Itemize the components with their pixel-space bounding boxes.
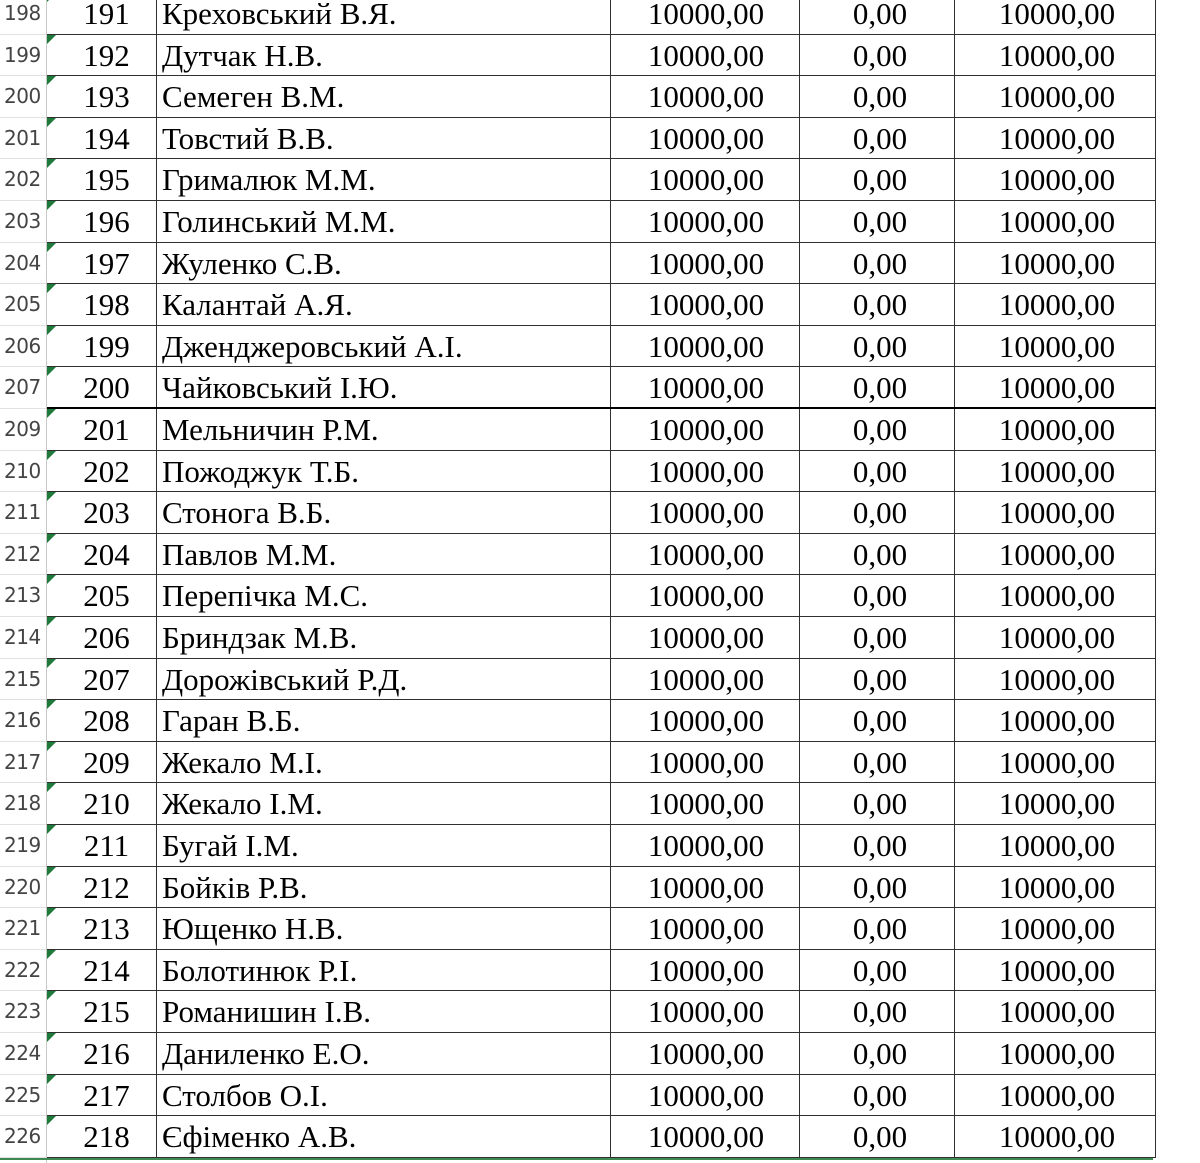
cell-name[interactable]: Товстий В.В. — [157, 118, 611, 159]
row-header[interactable]: 203 — [0, 201, 46, 243]
cell-number[interactable] — [47, 659, 157, 700]
cell-number-text: 200 — [83, 370, 130, 406]
cell-number[interactable] — [47, 783, 157, 824]
cell-amount-b[interactable]: 0,00 — [800, 908, 955, 949]
cell-amount-a[interactable]: 10000,00 — [611, 492, 800, 533]
table-row — [47, 659, 1156, 701]
cell-amount-b[interactable]: 0,00 — [800, 783, 955, 824]
cell-amount-c[interactable]: 10000,00 — [955, 575, 1156, 616]
cell-name[interactable]: Бугай І.М. — [157, 825, 611, 866]
table-row — [47, 825, 1156, 867]
cell-amount-b[interactable]: 0,00 — [800, 742, 955, 783]
cell-grid — [47, 0, 1200, 1163]
cell-amount-b[interactable]: 0,00 — [800, 409, 955, 450]
table-row — [47, 1075, 1156, 1117]
cell-number[interactable] — [47, 201, 157, 242]
cell-amount-c[interactable]: 10000,00 — [955, 284, 1156, 325]
cell-number[interactable] — [47, 534, 157, 575]
cell-amount-a[interactable]: 10000,00 — [611, 409, 800, 450]
cell-name[interactable]: Дженджеровський А.І. — [157, 326, 611, 367]
row-header[interactable]: 200 — [0, 76, 46, 118]
cell-amount-b[interactable]: 0,00 — [800, 367, 955, 407]
error-indicator-icon — [47, 76, 56, 85]
table-row — [47, 908, 1156, 950]
row-header[interactable]: 205 — [0, 284, 46, 326]
error-indicator-icon — [47, 534, 56, 543]
cell-number-text: 192 — [83, 37, 130, 73]
cell-amount-b[interactable]: 0,00 — [800, 201, 955, 242]
cell-name[interactable]: Мельничин Р.М. — [157, 409, 611, 450]
table-row — [47, 0, 1156, 35]
cell-number-text: 217 — [83, 1077, 130, 1113]
cell-amount-b[interactable]: 0,00 — [800, 159, 955, 200]
error-indicator-icon — [47, 825, 56, 834]
row-header[interactable]: 207 — [0, 367, 46, 409]
cell-number-text: 216 — [83, 1036, 130, 1071]
cell-number[interactable] — [47, 575, 157, 616]
cell-number[interactable] — [47, 825, 157, 866]
cell-number-text: 204 — [83, 536, 130, 572]
cell-amount-a[interactable]: 10000,00 — [611, 118, 800, 159]
cell-number[interactable] — [47, 991, 157, 1032]
row-header[interactable]: 211 — [0, 492, 46, 534]
row-header[interactable]: 217 — [0, 742, 46, 784]
cell-amount-a[interactable]: 10000,00 — [611, 284, 800, 325]
cell-name[interactable]: Дутчак Н.В. — [157, 35, 611, 76]
cell-amount-c[interactable]: 10000,00 — [955, 1033, 1156, 1074]
row-header[interactable]: 223 — [0, 991, 46, 1033]
error-indicator-icon — [47, 991, 56, 1000]
table-row — [47, 783, 1156, 825]
cell-amount-b[interactable]: 0,00 — [800, 1075, 955, 1116]
table-row — [47, 76, 1156, 118]
row-header[interactable]: 202 — [0, 159, 46, 201]
cell-amount-b[interactable]: 0,00 — [800, 991, 955, 1032]
cell-amount-a[interactable]: 10000,00 — [611, 201, 800, 242]
cell-amount-b[interactable]: 0,00 — [800, 0, 955, 34]
cell-name[interactable]: Грималюк М.М. — [157, 159, 611, 200]
error-indicator-icon — [47, 326, 56, 335]
error-indicator-icon — [47, 867, 56, 876]
cell-name[interactable]: Дорожівський Р.Д. — [157, 659, 611, 700]
cell-number[interactable] — [47, 35, 157, 76]
table-row — [47, 118, 1156, 160]
cell-number[interactable] — [47, 284, 157, 325]
error-indicator-icon — [47, 742, 56, 751]
table-row — [47, 409, 1156, 451]
error-indicator-icon — [47, 1116, 56, 1125]
error-indicator-icon — [47, 1075, 56, 1084]
cell-amount-a[interactable]: 10000,00 — [611, 991, 800, 1032]
cell-amount-c[interactable]: 10000,00 — [955, 35, 1156, 76]
cell-amount-a[interactable]: 10000,00 — [611, 950, 800, 991]
cell-amount-a[interactable]: 10000,00 — [611, 534, 800, 575]
row-header[interactable]: 201 — [0, 118, 46, 160]
row-header[interactable]: 225 — [0, 1075, 46, 1117]
cell-number-text: 197 — [83, 245, 130, 281]
cell-amount-c[interactable]: 10000,00 — [955, 908, 1156, 949]
cell-amount-c[interactable]: 10000,00 — [955, 700, 1156, 741]
cell-number-text: 198 — [83, 287, 130, 323]
error-indicator-icon — [47, 284, 56, 293]
cell-amount-c[interactable]: 10000,00 — [955, 617, 1156, 658]
cell-name[interactable]: Павлов М.М. — [157, 534, 611, 575]
cell-amount-a[interactable]: 10000,00 — [611, 867, 800, 908]
cell-amount-a[interactable]: 10000,00 — [611, 159, 800, 200]
error-indicator-icon — [47, 492, 56, 501]
cell-number[interactable] — [47, 742, 157, 783]
table-row — [47, 35, 1156, 77]
cell-number-text: 208 — [83, 703, 130, 739]
cell-number-text: 218 — [83, 1119, 130, 1155]
row-headers — [0, 0, 47, 1163]
cell-name[interactable]: Єфіменко А.В. — [157, 1116, 611, 1157]
cell-amount-c[interactable]: 10000,00 — [955, 118, 1156, 159]
cell-name[interactable]: Столбов О.І. — [157, 1075, 611, 1116]
row-header[interactable]: 214 — [0, 617, 46, 659]
cell-amount-c[interactable]: 10000,00 — [955, 326, 1156, 367]
cell-amount-b[interactable]: 0,00 — [800, 867, 955, 908]
cell-amount-c[interactable]: 10000,00 — [955, 742, 1156, 783]
table-row — [47, 867, 1156, 909]
table-row — [47, 991, 1156, 1033]
cell-amount-a[interactable]: 10000,00 — [611, 451, 800, 492]
error-indicator-icon — [47, 617, 56, 626]
cell-number[interactable] — [47, 867, 157, 908]
table-row — [47, 201, 1156, 243]
cell-amount-c[interactable]: 10000,00 — [955, 534, 1156, 575]
table-row — [47, 284, 1156, 326]
error-indicator-icon — [47, 201, 56, 210]
row-header[interactable]: 220 — [0, 867, 46, 909]
cell-amount-c[interactable]: 10000,00 — [955, 950, 1156, 991]
cell-number-text: 215 — [83, 994, 130, 1030]
row-header[interactable]: 210 — [0, 451, 46, 493]
error-indicator-icon — [47, 243, 56, 252]
cell-amount-a[interactable]: 10000,00 — [611, 367, 800, 407]
cell-amount-b[interactable]: 0,00 — [800, 1033, 955, 1074]
cell-name[interactable]: Семеген В.М. — [157, 76, 611, 117]
row-header[interactable]: 216 — [0, 700, 46, 742]
table-row — [47, 534, 1156, 576]
cell-amount-b[interactable]: 0,00 — [800, 451, 955, 492]
cell-number-text: 195 — [83, 162, 130, 198]
cell-name[interactable]: Бойків Р.В. — [157, 867, 611, 908]
cell-number[interactable] — [47, 1075, 157, 1116]
cell-amount-c[interactable]: 10000,00 — [955, 243, 1156, 284]
cell-amount-b[interactable]: 0,00 — [800, 1116, 955, 1157]
row-header[interactable]: 224 — [0, 1033, 46, 1075]
cell-amount-b[interactable]: 0,00 — [800, 243, 955, 284]
cell-number[interactable] — [47, 409, 157, 450]
cell-name[interactable]: Перепічка М.С. — [157, 575, 611, 616]
cell-name[interactable]: Креховський В.Я. — [157, 0, 611, 34]
cell-number[interactable] — [47, 950, 157, 991]
cell-amount-c[interactable]: 10000,00 — [955, 1116, 1156, 1157]
table-row — [47, 326, 1156, 368]
row-header[interactable]: 212 — [0, 534, 46, 576]
cell-number-text: 210 — [83, 786, 130, 822]
row-header[interactable]: 198 — [0, 0, 46, 35]
cell-amount-c[interactable]: 10000,00 — [955, 659, 1156, 700]
cell-amount-a[interactable]: 10000,00 — [611, 659, 800, 700]
error-indicator-icon — [47, 159, 56, 168]
cell-amount-a[interactable]: 10000,00 — [611, 1075, 800, 1116]
table-row — [47, 742, 1156, 784]
row-header[interactable]: 226 — [0, 1116, 46, 1158]
cell-number-text: 214 — [83, 952, 130, 988]
cell-amount-a[interactable]: 10000,00 — [611, 783, 800, 824]
row-header[interactable]: 213 — [0, 575, 46, 617]
cell-number[interactable] — [47, 76, 157, 117]
cell-number[interactable] — [47, 1033, 157, 1074]
cell-name[interactable]: Стонога В.Б. — [157, 492, 611, 533]
cell-amount-c[interactable]: 10000,00 — [955, 367, 1156, 407]
table-row — [47, 950, 1156, 992]
cell-amount-b[interactable]: 0,00 — [800, 118, 955, 159]
cell-amount-c[interactable]: 10000,00 — [955, 159, 1156, 200]
cell-amount-b[interactable]: 0,00 — [800, 825, 955, 866]
cell-amount-a[interactable]: 10000,00 — [611, 0, 800, 34]
cell-number-text: 209 — [83, 744, 130, 780]
error-indicator-icon — [47, 1033, 56, 1042]
cell-amount-b[interactable]: 0,00 — [800, 76, 955, 117]
cell-amount-c[interactable]: 10000,00 — [955, 76, 1156, 117]
cell-amount-c[interactable]: 10000,00 — [955, 1075, 1156, 1116]
cell-amount-a[interactable]: 10000,00 — [611, 617, 800, 658]
row-header[interactable]: 215 — [0, 659, 46, 701]
error-indicator-icon — [47, 700, 56, 709]
cell-amount-c[interactable]: 10000,00 — [955, 825, 1156, 866]
cell-amount-b[interactable]: 0,00 — [800, 659, 955, 700]
cell-number-text: 199 — [83, 328, 130, 364]
cell-amount-a[interactable]: 10000,00 — [611, 35, 800, 76]
cell-name[interactable]: Калантай А.Я. — [157, 284, 611, 325]
error-indicator-icon — [47, 0, 56, 2]
error-indicator-icon — [47, 367, 56, 376]
table-row — [47, 367, 1156, 409]
error-indicator-icon — [47, 950, 56, 959]
cell-name[interactable]: Даниленко Е.О. — [157, 1033, 611, 1074]
cell-name[interactable]: Бриндзак М.В. — [157, 617, 611, 658]
cell-amount-b[interactable]: 0,00 — [800, 617, 955, 658]
cell-amount-a[interactable]: 10000,00 — [611, 825, 800, 866]
table-row — [47, 451, 1156, 493]
cell-number[interactable] — [47, 617, 157, 658]
table-row — [47, 617, 1156, 659]
cell-amount-b[interactable]: 0,00 — [800, 534, 955, 575]
cell-amount-a[interactable]: 10000,00 — [611, 243, 800, 284]
cell-name[interactable]: Ющенко Н.В. — [157, 908, 611, 949]
cell-number-text: 211 — [83, 828, 130, 863]
cell-amount-b[interactable]: 0,00 — [800, 492, 955, 533]
cell-number-text: 202 — [83, 453, 130, 489]
selection-border — [0, 1158, 1153, 1160]
cell-name[interactable]: Жуленко С.В. — [157, 243, 611, 284]
cell-number-text: 212 — [83, 869, 130, 905]
cell-number-text: 206 — [83, 620, 130, 655]
cell-amount-a[interactable]: 10000,00 — [611, 1116, 800, 1157]
table-row — [47, 243, 1156, 285]
cell-amount-c[interactable]: 10000,00 — [955, 492, 1156, 533]
cell-number[interactable] — [47, 700, 157, 741]
row-header[interactable]: 219 — [0, 825, 46, 867]
cell-amount-c[interactable]: 10000,00 — [955, 0, 1156, 34]
error-indicator-icon — [47, 409, 56, 418]
cell-number-text: 196 — [83, 204, 130, 239]
cell-amount-a[interactable]: 10000,00 — [611, 908, 800, 949]
cell-number-text: 201 — [83, 412, 130, 447]
table-row — [47, 159, 1156, 201]
cell-number[interactable] — [47, 243, 157, 284]
error-indicator-icon — [47, 118, 56, 127]
cell-number-text: 203 — [83, 495, 130, 531]
row-header[interactable]: 222 — [0, 950, 46, 992]
row-header[interactable]: 209 — [0, 409, 46, 451]
cell-name[interactable]: Жекало І.М. — [157, 783, 611, 824]
error-indicator-icon — [47, 35, 56, 44]
cell-number[interactable] — [47, 367, 157, 407]
table-row — [47, 492, 1156, 534]
cell-amount-c[interactable]: 10000,00 — [955, 783, 1156, 824]
cell-amount-b[interactable]: 0,00 — [800, 950, 955, 991]
table-row — [47, 1033, 1156, 1075]
cell-amount-c[interactable]: 10000,00 — [955, 991, 1156, 1032]
cell-number-text: 191 — [83, 0, 130, 31]
cell-number[interactable] — [47, 0, 157, 34]
cell-number[interactable] — [47, 492, 157, 533]
error-indicator-icon — [47, 783, 56, 792]
cell-number-text: 207 — [83, 661, 130, 697]
cell-amount-a[interactable]: 10000,00 — [611, 575, 800, 616]
error-indicator-icon — [47, 659, 56, 668]
cell-amount-a[interactable]: 10000,00 — [611, 76, 800, 117]
cell-number-text: 205 — [83, 578, 130, 614]
row-header[interactable]: 199 — [0, 35, 46, 77]
row-header[interactable]: 218 — [0, 783, 46, 825]
cell-number[interactable] — [47, 118, 157, 159]
error-indicator-icon — [47, 908, 56, 917]
table-row — [47, 700, 1156, 742]
cell-amount-b[interactable]: 0,00 — [800, 326, 955, 367]
cell-number[interactable] — [47, 326, 157, 367]
row-header[interactable]: 221 — [0, 908, 46, 950]
table-row — [47, 1116, 1156, 1158]
cell-amount-a[interactable]: 10000,00 — [611, 700, 800, 741]
cell-number[interactable] — [47, 908, 157, 949]
cell-number-text: 194 — [83, 120, 130, 156]
cell-name[interactable]: Болотинюк Р.І. — [157, 950, 611, 991]
cell-name[interactable]: Голинський М.М. — [157, 201, 611, 242]
cell-amount-c[interactable]: 10000,00 — [955, 867, 1156, 908]
table-row — [47, 575, 1156, 617]
cell-number-text: 193 — [83, 79, 130, 115]
cell-name[interactable]: Гаран В.Б. — [157, 700, 611, 741]
error-indicator-icon — [47, 575, 56, 584]
row-header[interactable]: 206 — [0, 326, 46, 368]
error-indicator-icon — [47, 451, 56, 460]
cell-name[interactable]: Романишин І.В. — [157, 991, 611, 1032]
cell-amount-b[interactable]: 0,00 — [800, 35, 955, 76]
cell-amount-c[interactable]: 10000,00 — [955, 451, 1156, 492]
cell-number[interactable] — [47, 159, 157, 200]
cell-name[interactable]: Пожоджук Т.Б. — [157, 451, 611, 492]
cell-name[interactable]: Жекало М.І. — [157, 742, 611, 783]
row-header[interactable]: 204 — [0, 243, 46, 285]
cell-amount-c[interactable]: 10000,00 — [955, 201, 1156, 242]
cell-number[interactable] — [47, 451, 157, 492]
cell-amount-b[interactable]: 0,00 — [800, 700, 955, 741]
cell-amount-b[interactable]: 0,00 — [800, 575, 955, 616]
cell-amount-a[interactable]: 10000,00 — [611, 1033, 800, 1074]
cell-number-text: 213 — [83, 911, 130, 947]
cell-amount-c[interactable]: 10000,00 — [955, 409, 1156, 450]
cell-name[interactable]: Чайковський І.Ю. — [157, 367, 611, 407]
cell-amount-a[interactable]: 10000,00 — [611, 742, 800, 783]
cell-amount-a[interactable]: 10000,00 — [611, 326, 800, 367]
cell-number[interactable] — [47, 1116, 157, 1157]
cell-amount-b[interactable]: 0,00 — [800, 284, 955, 325]
